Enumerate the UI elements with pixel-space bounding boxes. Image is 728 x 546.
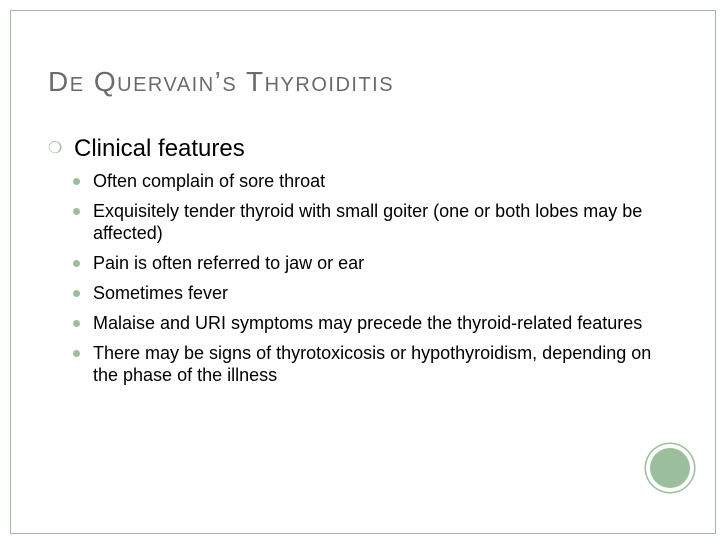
corner-circle-decoration [650, 448, 690, 488]
list-item-text: Sometimes fever [93, 283, 229, 303]
list-item [48, 312, 653, 334]
list-item [48, 170, 653, 192]
list-item-text: Often complain of sore throat [93, 171, 326, 191]
list-item-text: Exquisitely tender thyroid with small goiter (one or both lobes may be affected) [93, 201, 643, 243]
dot-bullet-icon [73, 178, 80, 185]
slide-content [48, 132, 652, 394]
list-item [48, 342, 653, 386]
list-item-text: Malaise and URI symptoms may precede the thyroid-related features [93, 313, 643, 333]
list-item [48, 252, 653, 274]
list-item-text: There may be signs of thyrotoxicosis or hypothyroidism, depending on the phase of the illness [93, 343, 652, 385]
dot-bullet-icon [73, 320, 80, 327]
dot-bullet-icon [73, 350, 80, 357]
list-item [48, 282, 653, 304]
bullet-list [48, 170, 652, 386]
dot-bullet-icon [73, 290, 80, 297]
dot-bullet-icon [73, 260, 80, 267]
circle-bullet-icon: ❍ [48, 140, 63, 157]
heading-item [48, 132, 648, 166]
slide-title: De Quervain’s Thyroiditis [48, 66, 395, 97]
dot-bullet-icon [73, 208, 80, 215]
heading-text: Clinical features [74, 135, 245, 162]
list-item-text: Pain is often referred to jaw or ear [93, 253, 365, 273]
list-item [48, 200, 653, 244]
